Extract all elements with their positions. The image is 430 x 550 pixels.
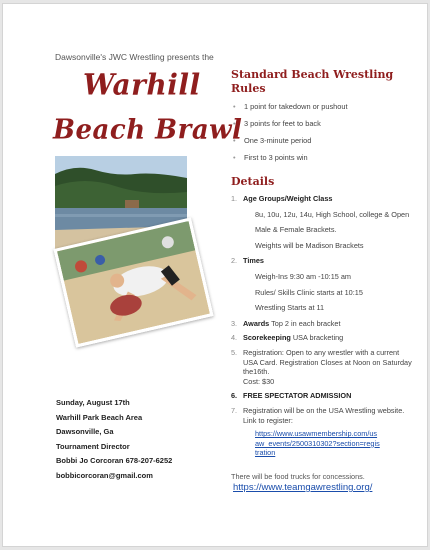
detail-text: Registration will be on the USA Wrestling website. Link to register:	[243, 405, 405, 425]
item-number: 4.	[231, 333, 238, 343]
rule-item: • 3 points for feet to back	[231, 119, 411, 128]
detail-title: Awards	[243, 318, 270, 328]
detail-item	[231, 333, 413, 343]
detail-item	[231, 348, 413, 386]
detail-sub: 8u, 10u, 12u, 14u, High School, college & Open	[255, 209, 410, 219]
detail-item	[231, 256, 413, 312]
detail-item	[231, 391, 413, 401]
detail-sub: Wrestling Starts at 11	[255, 303, 325, 313]
detail-sub: Male & Female Brackets.	[255, 225, 337, 235]
detail-title: Age Groups/Weight Class	[243, 194, 333, 203]
event-info	[56, 396, 172, 483]
detail-text: Top 2 in each bracket	[269, 318, 341, 328]
item-number: 1.	[231, 194, 238, 203]
director-contact: Bobbi Jo Corcoran 678-207-6252	[56, 456, 173, 465]
registration-link[interactable]: https://www.usawmembership.com/usaw_events/2500310302?section=registration	[255, 429, 380, 458]
detail-cost: Cost: $30	[243, 376, 275, 386]
item-number: 2.	[231, 256, 238, 266]
detail-item	[231, 406, 413, 458]
presenter-line: Dawsonville's JWC Wrestling presents the	[55, 52, 214, 62]
rule-item: • First to 3 points win	[231, 153, 411, 162]
detail-title: FREE SPECTATOR ADMISSION	[243, 391, 352, 401]
item-number: 7.	[231, 405, 238, 415]
rule-item: • 1 point for takedown or pushout	[231, 102, 411, 111]
director-label: Tournament Director	[56, 441, 130, 451]
detail-item	[231, 194, 413, 250]
event-date: Sunday, August 17th	[56, 398, 130, 407]
food-note: There will be food trucks for concessions.	[231, 472, 365, 481]
event-city: Dawsonville, Ga	[56, 427, 114, 436]
event-title-line1: Warhill	[83, 67, 201, 102]
item-number: 6.	[231, 391, 238, 401]
rules-heading: Standard Beach Wrestling Rules	[231, 68, 394, 95]
item-number: 3.	[231, 318, 238, 328]
details-heading: Details	[231, 175, 275, 188]
detail-sub: Weights will be Madison Brackets	[255, 240, 364, 250]
website-link[interactable]: https://www.teamgawrestling.org/	[233, 482, 373, 493]
rules-list	[231, 102, 411, 162]
detail-text: USA bracketing	[290, 333, 344, 343]
detail-text: Registration: Open to any wrestler with a current USA Card. Registration Closes at Noon on Saturday the16th.	[243, 347, 412, 377]
details-list	[231, 194, 413, 463]
rule-item: • One 3-minute period	[231, 136, 411, 145]
director-email[interactable]: bobbicorcoran@gmail.com	[56, 470, 153, 480]
flyer-page	[2, 3, 428, 547]
rules-section	[231, 68, 411, 170]
item-number: 5.	[231, 347, 238, 357]
event-venue: Warhill Park Beach Area	[56, 412, 143, 422]
detail-sub: Rules/ Skills Clinic starts at 10:15	[255, 287, 363, 297]
detail-title: Scorekeeping	[243, 333, 291, 343]
event-title-line2: Beach Brawl	[53, 114, 243, 146]
detail-item	[231, 319, 413, 329]
detail-sub: Weigh-Ins 9:30 am -10:15 am	[255, 271, 351, 281]
detail-title: Times	[243, 256, 264, 266]
